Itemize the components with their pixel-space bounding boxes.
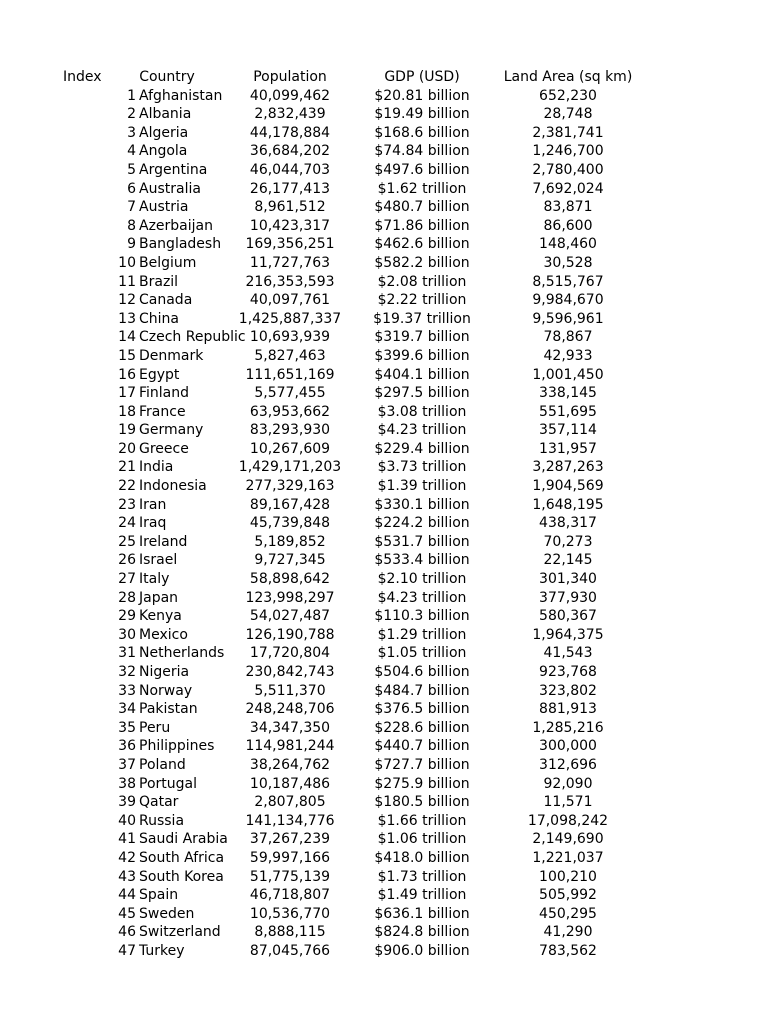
land-area-cell[interactable]: 881,913 <box>539 701 597 718</box>
population-cell[interactable]: 46,718,807 <box>249 887 331 904</box>
population-cell[interactable]: 10,693,939 <box>249 329 331 346</box>
gdp-cell[interactable]: $20.81 billion <box>374 87 470 104</box>
country-cell[interactable]: Finland <box>139 385 190 402</box>
population-cell[interactable]: 40,099,462 <box>249 87 331 104</box>
table-row <box>0 384 768 403</box>
population-cell[interactable]: 40,097,761 <box>249 292 331 309</box>
header-index[interactable]: Index <box>63 69 102 85</box>
population-cell[interactable]: 5,189,852 <box>254 533 326 550</box>
index-cell[interactable]: 10 <box>118 254 136 271</box>
index-cell[interactable]: 32 <box>118 664 136 680</box>
country-cell[interactable]: Qatar <box>139 794 179 811</box>
country-cell[interactable]: Germany <box>139 422 204 439</box>
table-row <box>0 105 768 124</box>
country-cell[interactable]: Ireland <box>139 533 188 550</box>
index-cell[interactable]: 16 <box>118 366 136 383</box>
gdp-cell[interactable]: $533.4 billion <box>374 552 470 569</box>
country-cell[interactable]: Belgium <box>139 254 197 271</box>
population-cell[interactable]: 1,429,171,203 <box>238 459 342 476</box>
land-area-cell[interactable]: 1,001,450 <box>532 366 604 383</box>
land-area-cell[interactable]: 70,273 <box>543 533 593 550</box>
population-cell[interactable]: 248,248,706 <box>245 701 335 718</box>
land-area-cell[interactable]: 17,098,242 <box>527 812 609 829</box>
header-country[interactable]: Country <box>139 69 195 85</box>
land-area-cell[interactable]: 783,562 <box>539 942 597 959</box>
land-area-cell[interactable]: 9,984,670 <box>532 292 604 309</box>
index-cell[interactable]: 42 <box>118 849 136 866</box>
table-row <box>0 626 768 645</box>
country-cell[interactable]: Indonesia <box>139 478 207 495</box>
population-cell[interactable]: 37,267,239 <box>249 831 331 848</box>
index-cell[interactable]: 15 <box>118 347 136 364</box>
gdp-cell[interactable]: $319.7 billion <box>374 329 470 346</box>
population-cell[interactable]: 58,898,642 <box>249 571 331 588</box>
table-row <box>0 793 768 812</box>
population-cell[interactable]: 46,044,703 <box>249 161 331 178</box>
country-cell[interactable]: Afghanistan <box>139 87 223 104</box>
gdp-cell[interactable]: $399.6 billion <box>374 347 470 364</box>
land-area-cell[interactable]: 2,381,741 <box>532 124 604 141</box>
gdp-cell[interactable]: $1.66 trillion <box>377 812 467 829</box>
country-cell[interactable]: Brazil <box>139 273 179 290</box>
land-area-cell[interactable]: 1,246,700 <box>532 143 604 160</box>
land-area-cell[interactable]: 450,295 <box>539 905 597 922</box>
table-row <box>0 514 768 533</box>
gdp-cell[interactable]: $71.86 billion <box>374 217 470 234</box>
index-cell[interactable]: 18 <box>118 403 136 420</box>
gdp-cell[interactable]: $418.0 billion <box>374 849 470 866</box>
population-cell[interactable]: 89,167,428 <box>249 496 331 513</box>
country-cell[interactable]: Sweden <box>139 905 195 922</box>
country-cell[interactable]: Peru <box>139 719 171 736</box>
table-row <box>0 905 768 924</box>
country-cell[interactable]: Philippines <box>139 738 215 755</box>
table-row <box>0 775 768 794</box>
gdp-cell[interactable]: $1.39 trillion <box>377 478 467 495</box>
land-area-cell[interactable]: 323,802 <box>539 682 597 699</box>
population-cell[interactable]: 34,347,350 <box>249 719 331 736</box>
table-row <box>0 923 768 942</box>
index-cell[interactable]: 28 <box>118 589 136 606</box>
population-cell[interactable]: 83,293,930 <box>249 422 331 439</box>
spreadsheet-table <box>0 68 768 961</box>
population-cell[interactable]: 36,684,202 <box>249 143 331 160</box>
population-cell[interactable]: 111,651,169 <box>245 366 335 383</box>
country-cell[interactable]: South Africa <box>139 849 225 866</box>
index-cell[interactable]: 41 <box>118 831 136 848</box>
table-row <box>0 830 768 849</box>
gdp-cell[interactable]: $1.05 trillion <box>377 645 467 662</box>
land-area-cell[interactable]: 83,871 <box>543 199 593 216</box>
table-row <box>0 198 768 217</box>
index-cell[interactable]: 22 <box>118 478 136 495</box>
land-area-cell[interactable]: 1,964,375 <box>532 626 604 643</box>
table-row <box>0 217 768 236</box>
index-cell[interactable]: 11 <box>118 273 136 290</box>
table-row <box>0 180 768 199</box>
gdp-cell[interactable]: $4.23 trillion <box>377 422 467 439</box>
land-area-cell[interactable]: 8,515,767 <box>532 273 604 290</box>
gdp-cell[interactable]: $2.22 trillion <box>377 292 467 309</box>
gdp-cell[interactable]: $404.1 billion <box>374 366 470 383</box>
index-cell[interactable]: 27 <box>118 571 136 588</box>
table-row <box>0 235 768 254</box>
country-cell[interactable]: Australia <box>139 180 201 197</box>
land-area-cell[interactable]: 377,930 <box>539 589 597 606</box>
country-cell[interactable]: Kenya <box>139 608 182 625</box>
land-area-cell[interactable]: 41,543 <box>543 645 593 662</box>
population-cell[interactable]: 230,842,743 <box>245 664 335 680</box>
land-area-cell[interactable]: 7,692,024 <box>532 180 604 197</box>
table-body <box>0 87 768 961</box>
country-cell[interactable]: Iraq <box>139 515 167 532</box>
land-area-cell[interactable]: 9,596,961 <box>532 310 604 327</box>
gdp-cell[interactable]: $330.1 billion <box>374 496 470 513</box>
table-row <box>0 347 768 366</box>
country-cell[interactable]: Argentina <box>139 161 208 178</box>
country-cell[interactable]: Japan <box>139 589 179 606</box>
gdp-cell[interactable]: $168.6 billion <box>374 124 470 141</box>
land-area-cell[interactable]: 1,648,195 <box>532 496 604 513</box>
gdp-cell[interactable]: $636.1 billion <box>374 905 470 922</box>
land-area-cell[interactable]: 22,145 <box>543 552 593 569</box>
index-cell[interactable]: 8 <box>127 217 136 234</box>
gdp-cell[interactable]: $19.49 billion <box>374 106 470 123</box>
index-cell[interactable]: 14 <box>118 329 136 346</box>
population-cell[interactable]: 1,425,887,337 <box>238 310 342 327</box>
land-area-cell[interactable]: 41,290 <box>543 924 593 941</box>
table-row <box>0 291 768 310</box>
index-cell[interactable]: 24 <box>118 515 136 532</box>
table-row <box>0 644 768 663</box>
country-cell[interactable]: Canada <box>139 292 193 309</box>
population-cell[interactable]: 10,536,770 <box>249 905 331 922</box>
land-area-cell[interactable]: 92,090 <box>543 775 593 792</box>
land-area-cell[interactable]: 11,571 <box>543 794 593 811</box>
table-row <box>0 812 768 831</box>
population-cell[interactable]: 277,329,163 <box>245 478 335 495</box>
population-cell[interactable]: 17,720,804 <box>249 645 331 662</box>
population-cell[interactable]: 2,832,439 <box>254 106 326 123</box>
population-cell[interactable]: 87,045,766 <box>249 942 331 959</box>
table-row <box>0 273 768 292</box>
gdp-cell[interactable]: $1.29 trillion <box>377 626 467 643</box>
index-cell[interactable]: 1 <box>127 87 136 104</box>
gdp-cell[interactable]: $110.3 billion <box>374 608 470 625</box>
index-cell[interactable]: 44 <box>118 887 136 904</box>
table-row <box>0 421 768 440</box>
table-row <box>0 756 768 775</box>
land-area-cell[interactable]: 28,748 <box>543 106 593 123</box>
land-area-cell[interactable]: 551,695 <box>539 403 597 420</box>
land-area-cell[interactable]: 652,230 <box>539 87 597 104</box>
index-cell[interactable]: 17 <box>118 385 136 402</box>
country-cell[interactable]: Saudi Arabia <box>139 831 228 848</box>
population-cell[interactable]: 59,997,166 <box>249 849 331 866</box>
index-cell[interactable]: 40 <box>118 812 136 829</box>
population-cell[interactable]: 9,727,345 <box>254 552 326 569</box>
country-cell[interactable]: Angola <box>139 143 188 160</box>
land-area-cell[interactable]: 42,933 <box>543 347 593 364</box>
country-cell[interactable]: Denmark <box>139 347 204 364</box>
table-row <box>0 607 768 626</box>
gdp-cell[interactable]: $4.23 trillion <box>377 589 467 606</box>
country-cell[interactable]: Italy <box>139 571 170 588</box>
population-cell[interactable]: 10,267,609 <box>249 440 331 457</box>
index-cell[interactable]: 9 <box>127 236 136 253</box>
land-area-cell[interactable]: 505,992 <box>539 887 597 904</box>
index-cell[interactable]: 37 <box>118 756 136 773</box>
table-row <box>0 458 768 477</box>
country-cell[interactable]: Nigeria <box>139 664 190 680</box>
index-cell[interactable]: 23 <box>118 496 136 513</box>
land-area-cell[interactable]: 301,340 <box>539 571 597 588</box>
country-cell[interactable]: Switzerland <box>139 924 221 941</box>
index-cell[interactable]: 21 <box>118 459 136 476</box>
gdp-cell[interactable]: $582.2 billion <box>374 254 470 271</box>
index-cell[interactable]: 7 <box>127 199 136 216</box>
land-area-cell[interactable]: 312,696 <box>539 756 597 773</box>
population-cell[interactable]: 45,739,848 <box>249 515 331 532</box>
land-area-cell[interactable]: 78,867 <box>543 329 593 346</box>
land-area-cell[interactable]: 438,317 <box>539 515 597 532</box>
table-row <box>0 533 768 552</box>
index-cell[interactable]: 3 <box>127 124 136 141</box>
gdp-cell[interactable]: $504.6 billion <box>374 664 470 680</box>
gdp-cell[interactable]: $1.06 trillion <box>377 831 467 848</box>
country-cell[interactable]: Austria <box>139 199 189 216</box>
gdp-cell[interactable]: $484.7 billion <box>374 682 470 699</box>
population-cell[interactable]: 126,190,788 <box>245 626 335 643</box>
index-cell[interactable]: 4 <box>127 143 136 160</box>
population-cell[interactable]: 141,134,776 <box>245 812 335 829</box>
index-cell[interactable]: 20 <box>118 440 136 457</box>
gdp-cell[interactable]: $275.9 billion <box>374 775 470 792</box>
country-cell[interactable]: Albania <box>139 106 192 123</box>
gdp-cell[interactable]: $2.10 trillion <box>377 571 467 588</box>
land-area-cell[interactable]: 3,287,263 <box>532 459 604 476</box>
gdp-cell[interactable]: $1.73 trillion <box>377 868 467 885</box>
country-cell[interactable]: Spain <box>139 887 179 904</box>
country-cell[interactable]: Israel <box>139 552 178 569</box>
country-cell[interactable]: Norway <box>139 682 193 699</box>
gdp-cell[interactable]: $440.7 billion <box>374 738 470 755</box>
table-row <box>0 886 768 905</box>
country-cell[interactable]: France <box>139 403 186 420</box>
country-cell[interactable]: Czech Republic <box>139 329 246 346</box>
index-cell[interactable]: 47 <box>118 942 136 959</box>
header-gdp[interactable]: GDP (USD) <box>384 69 460 85</box>
table-row <box>0 570 768 589</box>
population-cell[interactable]: 10,187,486 <box>249 775 331 792</box>
population-cell[interactable]: 26,177,413 <box>249 180 331 197</box>
land-area-cell[interactable]: 338,145 <box>539 385 597 402</box>
index-cell[interactable]: 33 <box>118 682 136 699</box>
gdp-cell[interactable]: $297.5 billion <box>374 385 470 402</box>
table-row <box>0 589 768 608</box>
land-area-cell[interactable]: 357,114 <box>539 422 597 439</box>
land-area-cell[interactable]: 2,149,690 <box>532 831 604 848</box>
land-area-cell[interactable]: 923,768 <box>539 664 597 680</box>
land-area-cell[interactable]: 148,460 <box>539 236 597 253</box>
gdp-cell[interactable]: $462.6 billion <box>374 236 470 253</box>
index-cell[interactable]: 19 <box>118 422 136 439</box>
gdp-cell[interactable]: $727.7 billion <box>374 756 470 773</box>
population-cell[interactable]: 10,423,317 <box>249 217 331 234</box>
table-row <box>0 254 768 273</box>
table-row <box>0 310 768 329</box>
gdp-cell[interactable]: $497.6 billion <box>374 161 470 178</box>
gdp-cell[interactable]: $1.49 trillion <box>377 887 467 904</box>
population-cell[interactable]: 169,356,251 <box>245 236 335 253</box>
gdp-cell[interactable]: $480.7 billion <box>374 199 470 216</box>
country-cell[interactable]: China <box>139 310 179 327</box>
table-row <box>0 403 768 422</box>
index-cell[interactable]: 13 <box>118 310 136 327</box>
population-cell[interactable]: 5,577,455 <box>254 385 326 402</box>
gdp-cell[interactable]: $2.08 trillion <box>377 273 467 290</box>
gdp-cell[interactable]: $228.6 billion <box>374 719 470 736</box>
land-area-cell[interactable]: 100,210 <box>539 868 597 885</box>
land-area-cell[interactable]: 131,957 <box>539 440 597 457</box>
table-row <box>0 328 768 347</box>
table-row <box>0 849 768 868</box>
population-cell[interactable]: 38,264,762 <box>249 756 331 773</box>
table-row <box>0 366 768 385</box>
table-row <box>0 663 768 682</box>
population-cell[interactable]: 5,827,463 <box>254 347 326 364</box>
land-area-cell[interactable]: 86,600 <box>543 217 593 234</box>
gdp-cell[interactable]: $224.2 billion <box>374 515 470 532</box>
header-land-area[interactable]: Land Area (sq km) <box>503 69 633 85</box>
index-cell[interactable]: 39 <box>118 794 136 811</box>
table-row <box>0 682 768 701</box>
country-cell[interactable]: Azerbaijan <box>139 217 213 234</box>
country-cell[interactable]: Iran <box>139 496 167 513</box>
land-area-cell[interactable]: 2,780,400 <box>532 161 604 178</box>
header-population[interactable]: Population <box>253 69 327 85</box>
index-cell[interactable]: 5 <box>127 161 136 178</box>
country-cell[interactable]: Mexico <box>139 626 188 643</box>
index-cell[interactable]: 12 <box>118 292 136 309</box>
population-cell[interactable]: 8,888,115 <box>254 924 326 941</box>
table-row <box>0 700 768 719</box>
country-cell[interactable]: Pakistan <box>139 701 198 718</box>
country-cell[interactable]: Portugal <box>139 775 197 792</box>
land-area-cell[interactable]: 580,367 <box>539 608 597 625</box>
table-row <box>0 496 768 515</box>
table-row <box>0 737 768 756</box>
table-row <box>0 87 768 106</box>
land-area-cell[interactable]: 30,528 <box>543 254 593 271</box>
country-cell[interactable]: Algeria <box>139 124 189 141</box>
land-area-cell[interactable]: 1,904,569 <box>532 478 604 495</box>
index-cell[interactable]: 29 <box>118 608 136 625</box>
gdp-cell[interactable]: $376.5 billion <box>374 701 470 718</box>
gdp-cell[interactable]: $1.62 trillion <box>377 180 467 197</box>
index-cell[interactable]: 31 <box>118 645 136 662</box>
population-cell[interactable]: 54,027,487 <box>249 608 331 625</box>
country-cell[interactable]: India <box>139 459 174 476</box>
country-cell[interactable]: South Korea <box>139 868 224 885</box>
header-row <box>0 68 768 87</box>
table-row <box>0 161 768 180</box>
index-cell[interactable]: 26 <box>118 552 136 569</box>
country-cell[interactable]: Poland <box>139 756 186 773</box>
index-cell[interactable]: 46 <box>118 924 136 941</box>
population-cell[interactable]: 11,727,763 <box>249 254 331 271</box>
index-cell[interactable]: 38 <box>118 775 136 792</box>
country-cell[interactable]: Egypt <box>139 366 180 383</box>
population-cell[interactable]: 8,961,512 <box>254 199 326 216</box>
population-cell[interactable]: 63,953,662 <box>249 403 331 420</box>
land-area-cell[interactable]: 300,000 <box>539 738 597 755</box>
index-cell[interactable]: 36 <box>118 738 136 755</box>
gdp-cell[interactable]: $906.0 billion <box>374 942 470 959</box>
gdp-cell[interactable]: $229.4 billion <box>374 440 470 457</box>
gdp-cell[interactable]: $3.73 trillion <box>377 459 467 476</box>
index-cell[interactable]: 2 <box>127 106 136 123</box>
table-row <box>0 440 768 459</box>
country-cell[interactable]: Russia <box>139 812 185 829</box>
index-cell[interactable]: 6 <box>127 180 136 197</box>
population-cell[interactable]: 216,353,593 <box>245 273 335 290</box>
population-cell[interactable]: 44,178,884 <box>249 124 331 141</box>
population-cell[interactable]: 123,998,297 <box>245 589 335 606</box>
index-cell[interactable]: 35 <box>118 719 136 736</box>
population-cell[interactable]: 114,981,244 <box>245 738 335 755</box>
gdp-cell[interactable]: $74.84 billion <box>374 143 470 160</box>
land-area-cell[interactable]: 1,285,216 <box>532 719 604 736</box>
gdp-cell[interactable]: $19.37 trillion <box>373 310 471 327</box>
table-row <box>0 719 768 738</box>
gdp-cell[interactable]: $180.5 billion <box>374 794 470 811</box>
gdp-cell[interactable]: $531.7 billion <box>374 533 470 550</box>
index-cell[interactable]: 25 <box>118 533 136 550</box>
index-cell[interactable]: 34 <box>118 701 136 718</box>
country-cell[interactable]: Bangladesh <box>139 236 222 253</box>
gdp-cell[interactable]: $3.08 trillion <box>377 403 467 420</box>
index-cell[interactable]: 45 <box>118 905 136 922</box>
index-cell[interactable]: 30 <box>118 626 136 643</box>
population-cell[interactable]: 5,511,370 <box>254 682 326 699</box>
table-row <box>0 551 768 570</box>
country-cell[interactable]: Greece <box>139 440 189 457</box>
table-row <box>0 868 768 887</box>
table-row <box>0 942 768 961</box>
index-cell[interactable]: 43 <box>118 868 136 885</box>
population-cell[interactable]: 2,807,805 <box>254 794 326 811</box>
population-cell[interactable]: 51,775,139 <box>249 868 331 885</box>
gdp-cell[interactable]: $824.8 billion <box>374 924 470 941</box>
table-row <box>0 477 768 496</box>
table-row <box>0 124 768 143</box>
country-cell[interactable]: Netherlands <box>139 645 225 662</box>
country-cell[interactable]: Turkey <box>139 942 185 959</box>
land-area-cell[interactable]: 1,221,037 <box>532 849 604 866</box>
table-row <box>0 142 768 161</box>
